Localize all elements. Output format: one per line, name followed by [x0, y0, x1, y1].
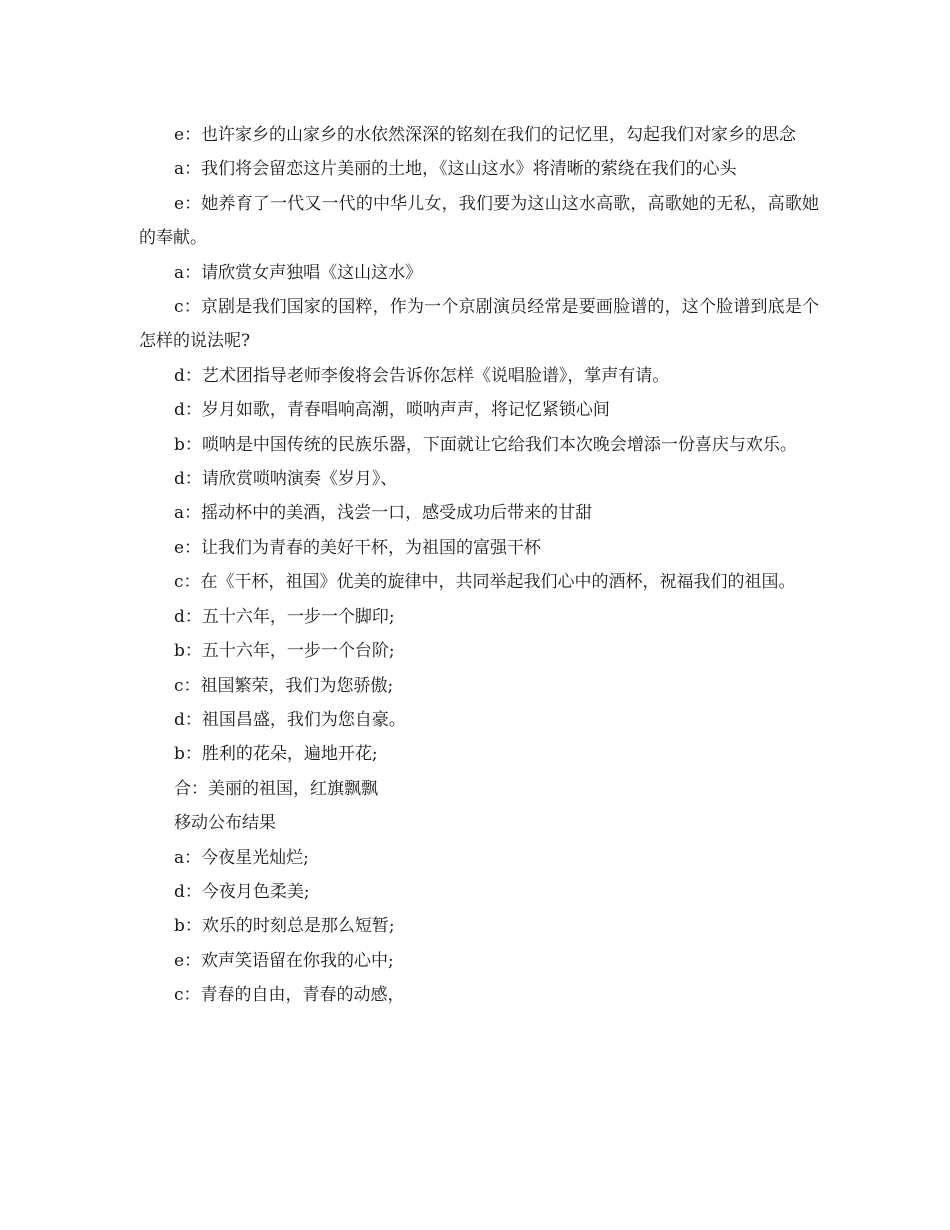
- paragraph: a：今夜星光灿烂;: [174, 847, 309, 868]
- paragraph: b：欢乐的时刻总是那么短暂;: [174, 916, 395, 937]
- paragraph: c：京剧是我们国家的国粹，作为一个京剧演员经常是要画脸谱的，这个脸谱到底是个怎样的说法呢?: [139, 297, 819, 352]
- paragraph: d：祖国昌盛，我们为您自豪。: [174, 709, 406, 730]
- document-body: [139, 118, 819, 1013]
- paragraph: b：五十六年，一步一个台阶;: [174, 641, 395, 662]
- paragraph: d：今夜月色柔美;: [174, 881, 310, 902]
- paragraph: d：请欣赏唢呐演奏《岁月》、: [174, 469, 398, 490]
- paragraph: d：岁月如歌，青春唱响高潮，唢呐声声，将记忆紧锁心间: [174, 400, 610, 421]
- paragraph: e：欢声笑语留在你我的心中;: [174, 950, 394, 971]
- paragraph: b：胜利的花朵，遍地开花;: [174, 744, 378, 765]
- paragraph: e：让我们为青春的美好干杯，为祖国的富强干杯: [174, 537, 542, 558]
- paragraph: d：五十六年，一步一个脚印;: [174, 606, 395, 627]
- paragraph: 移动公布结果: [174, 813, 276, 834]
- paragraph: c：祖国繁荣，我们为您骄傲;: [174, 675, 394, 696]
- paragraph: d：艺术团指导老师李俊将会告诉你怎样《说唱脸谱》，掌声有请。: [174, 365, 670, 386]
- paragraph: a：我们将会留恋这片美丽的土地，《这山这水》将清晰的萦绕在我们的心头: [174, 159, 737, 180]
- paragraph: 合：美丽的祖国，红旗飘飘: [174, 778, 378, 799]
- paragraph: e：她养育了一代又一代的中华儿女，我们要为这山这水高歌，高歌她的无私，高歌她的奉献。: [139, 193, 819, 249]
- paragraph: c：在《干杯，祖国》优美的旋律中，共同举起我们心中的酒杯，祝福我们的祖国。: [174, 572, 796, 593]
- paragraph: a：摇动杯中的美酒，浅尝一口，感受成功后带来的甘甜: [174, 503, 593, 524]
- paragraph: a：请欣赏女声独唱《这山这水》: [174, 262, 423, 283]
- paragraph: c：青春的自由，青春的动感，: [174, 985, 405, 1006]
- paragraph: e：也许家乡的山家乡的水依然深深的铭刻在我们的记忆里，勾起我们对家乡的思念: [174, 125, 797, 145]
- paragraph: b：唢呐是中国传统的民族乐器，下面就让它给我们本次晚会增添一份喜庆与欢乐。: [174, 434, 797, 455]
